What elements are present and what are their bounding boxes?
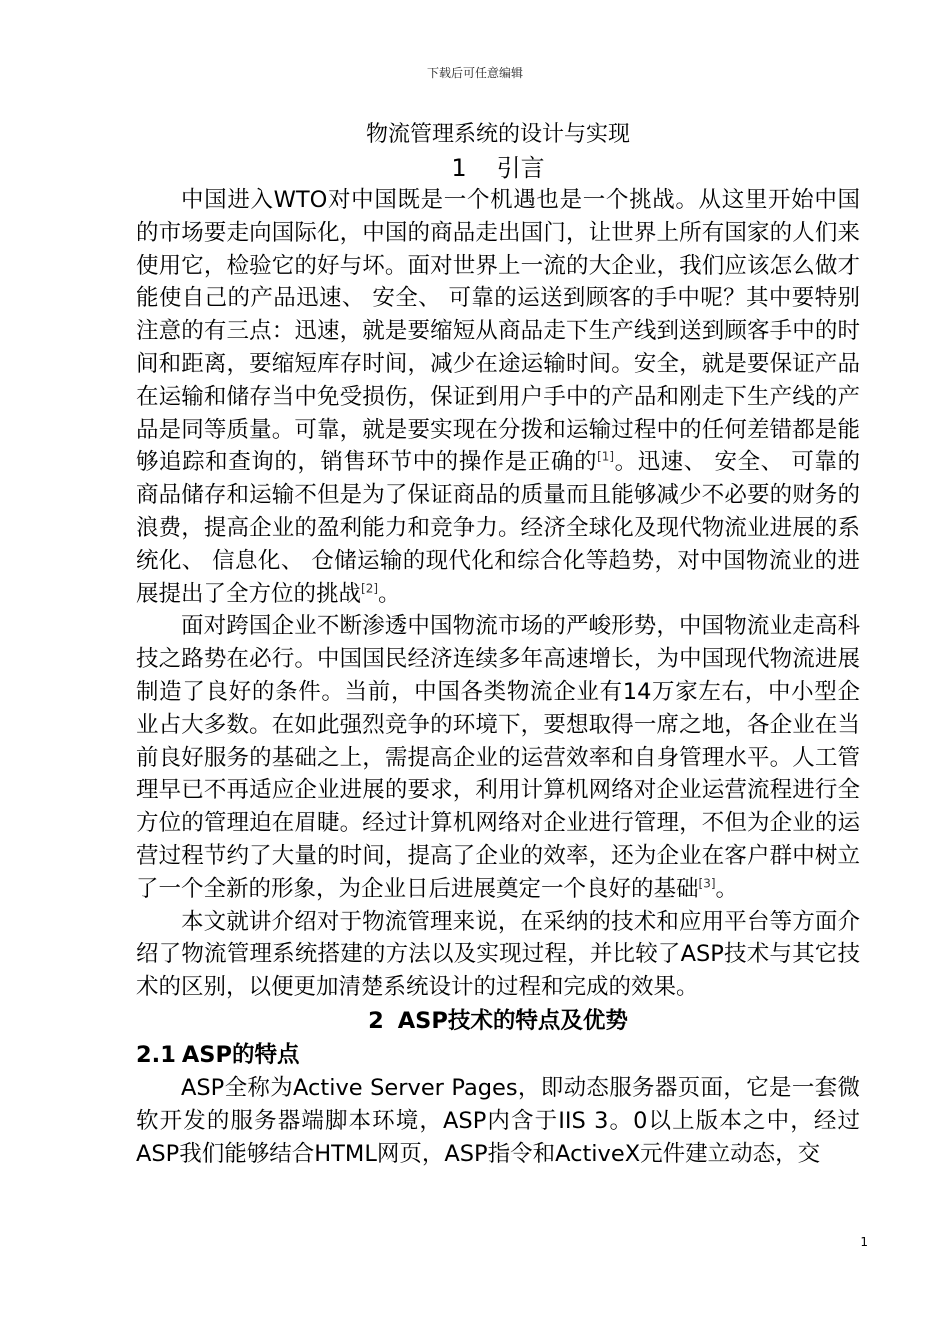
paragraph-1-text-c: 。	[378, 580, 401, 607]
page-number: 1	[860, 1235, 868, 1249]
citation-1: [1]	[597, 449, 615, 464]
document-body	[136, 118, 860, 1170]
paragraph-1-text-a: 中国进入WTO对中国既是一个机遇也是一个挑战。从这里开始中国的市场要走向国际化，中国的商品走出国门，让世界上所有国家的人们来使用它，检验它的好与坏。面对世界上一流的大企业，我们应该怎么做才能使自己的产品迅速、 安全、 可靠的运送到顾客的手中呢？其中要特别注意的有三点：迅速，就是要缩短从商品走下生产线到送到顾客手中的时间和距离，要缩短库存时间，减少在途运输时间。安全，就是要保证产品在运输和储存当中免受损伤，保证到用户手中的产品和刚走下生产线的产品是同等质量。可靠，就是要实现在分拨和运输过程中的任何差错都是能够追踪和查询的，销售环节中的操作是正确的	[136, 187, 860, 476]
subsection-2-1-title: ASP的特点	[181, 1041, 300, 1068]
section-2-title: ASP技术的特点及优势	[397, 1007, 628, 1034]
section-2-heading	[136, 1004, 860, 1038]
section-1-number: 1	[451, 154, 467, 182]
page-header: 下载后可任意编辑	[426, 66, 523, 80]
section-1-heading	[136, 152, 860, 184]
paragraph-3: 本文就讲介绍对于物流管理来说，在采纳的技术和应用平台等方面介绍了物流管理系统搭建的方法以及实现过程，并比较了ASP技术与其它技术的区别，以便更加清楚系统设计的过程和完成的效果。	[136, 908, 860, 1001]
section-2-number: 2	[368, 1007, 384, 1034]
paragraph-2	[136, 610, 860, 905]
paragraph-2-text-b: 。	[715, 875, 739, 902]
subsection-2-1-heading	[136, 1038, 860, 1072]
document-title: 物流管理系统的设计与实现	[365, 122, 630, 147]
paragraph-1-text-b: 。迅速、 安全、 可靠的商品储存和运输不但是为了保证商品的质量而且能够减少不必要的财务的浪费，提高企业的盈利能力和竞争力。经济全球化及现代物流业进展的系统化、 信息化、 仓储运输的现代化和综合化等趋势，对中国物流业的进展提出了全方位的挑战	[136, 449, 860, 607]
subsection-2-1-number: 2.1	[136, 1041, 176, 1068]
paragraph-4: ASP全称为Active Server Pages，即动态服务器页面，它是一套微软开发的服务器端脚本环境，ASP内含于IIS 3。0以上版本之中，经过ASP我们能够结合HTML网页，ASP指令和ActiveX元件建立动态，交	[136, 1074, 860, 1167]
citation-3: [3]	[698, 876, 716, 891]
paragraph-2-text-a: 面对跨国企业不断渗透中国物流市场的严峻形势，中国物流业走高科技之路势在必行。中国国民经济连续多年高速增长，为中国现代物流进展制造了良好的条件。当前，中国各类物流企业有14万家左右，中小型企业占大多数。在如此强烈竞争的环境下，要想取得一席之地，各企业在当前良好服务的基础之上，需提高企业的运营效率和自身管理水平。人工管理早已不再适应企业进展的要求，利用计算机网络对企业运营流程进行全方位的管理迫在眉睫。经过计算机网络对企业进行管理，不但为企业的运营过程节约了大量的时间，提高了企业的效率，还为企业在客户群中树立了一个全新的形象，为企业日后进展奠定一个良好的基础	[136, 613, 860, 902]
section-1-title: 引言	[496, 154, 545, 182]
paragraph-1	[136, 184, 860, 610]
citation-2: [2]	[361, 581, 379, 596]
